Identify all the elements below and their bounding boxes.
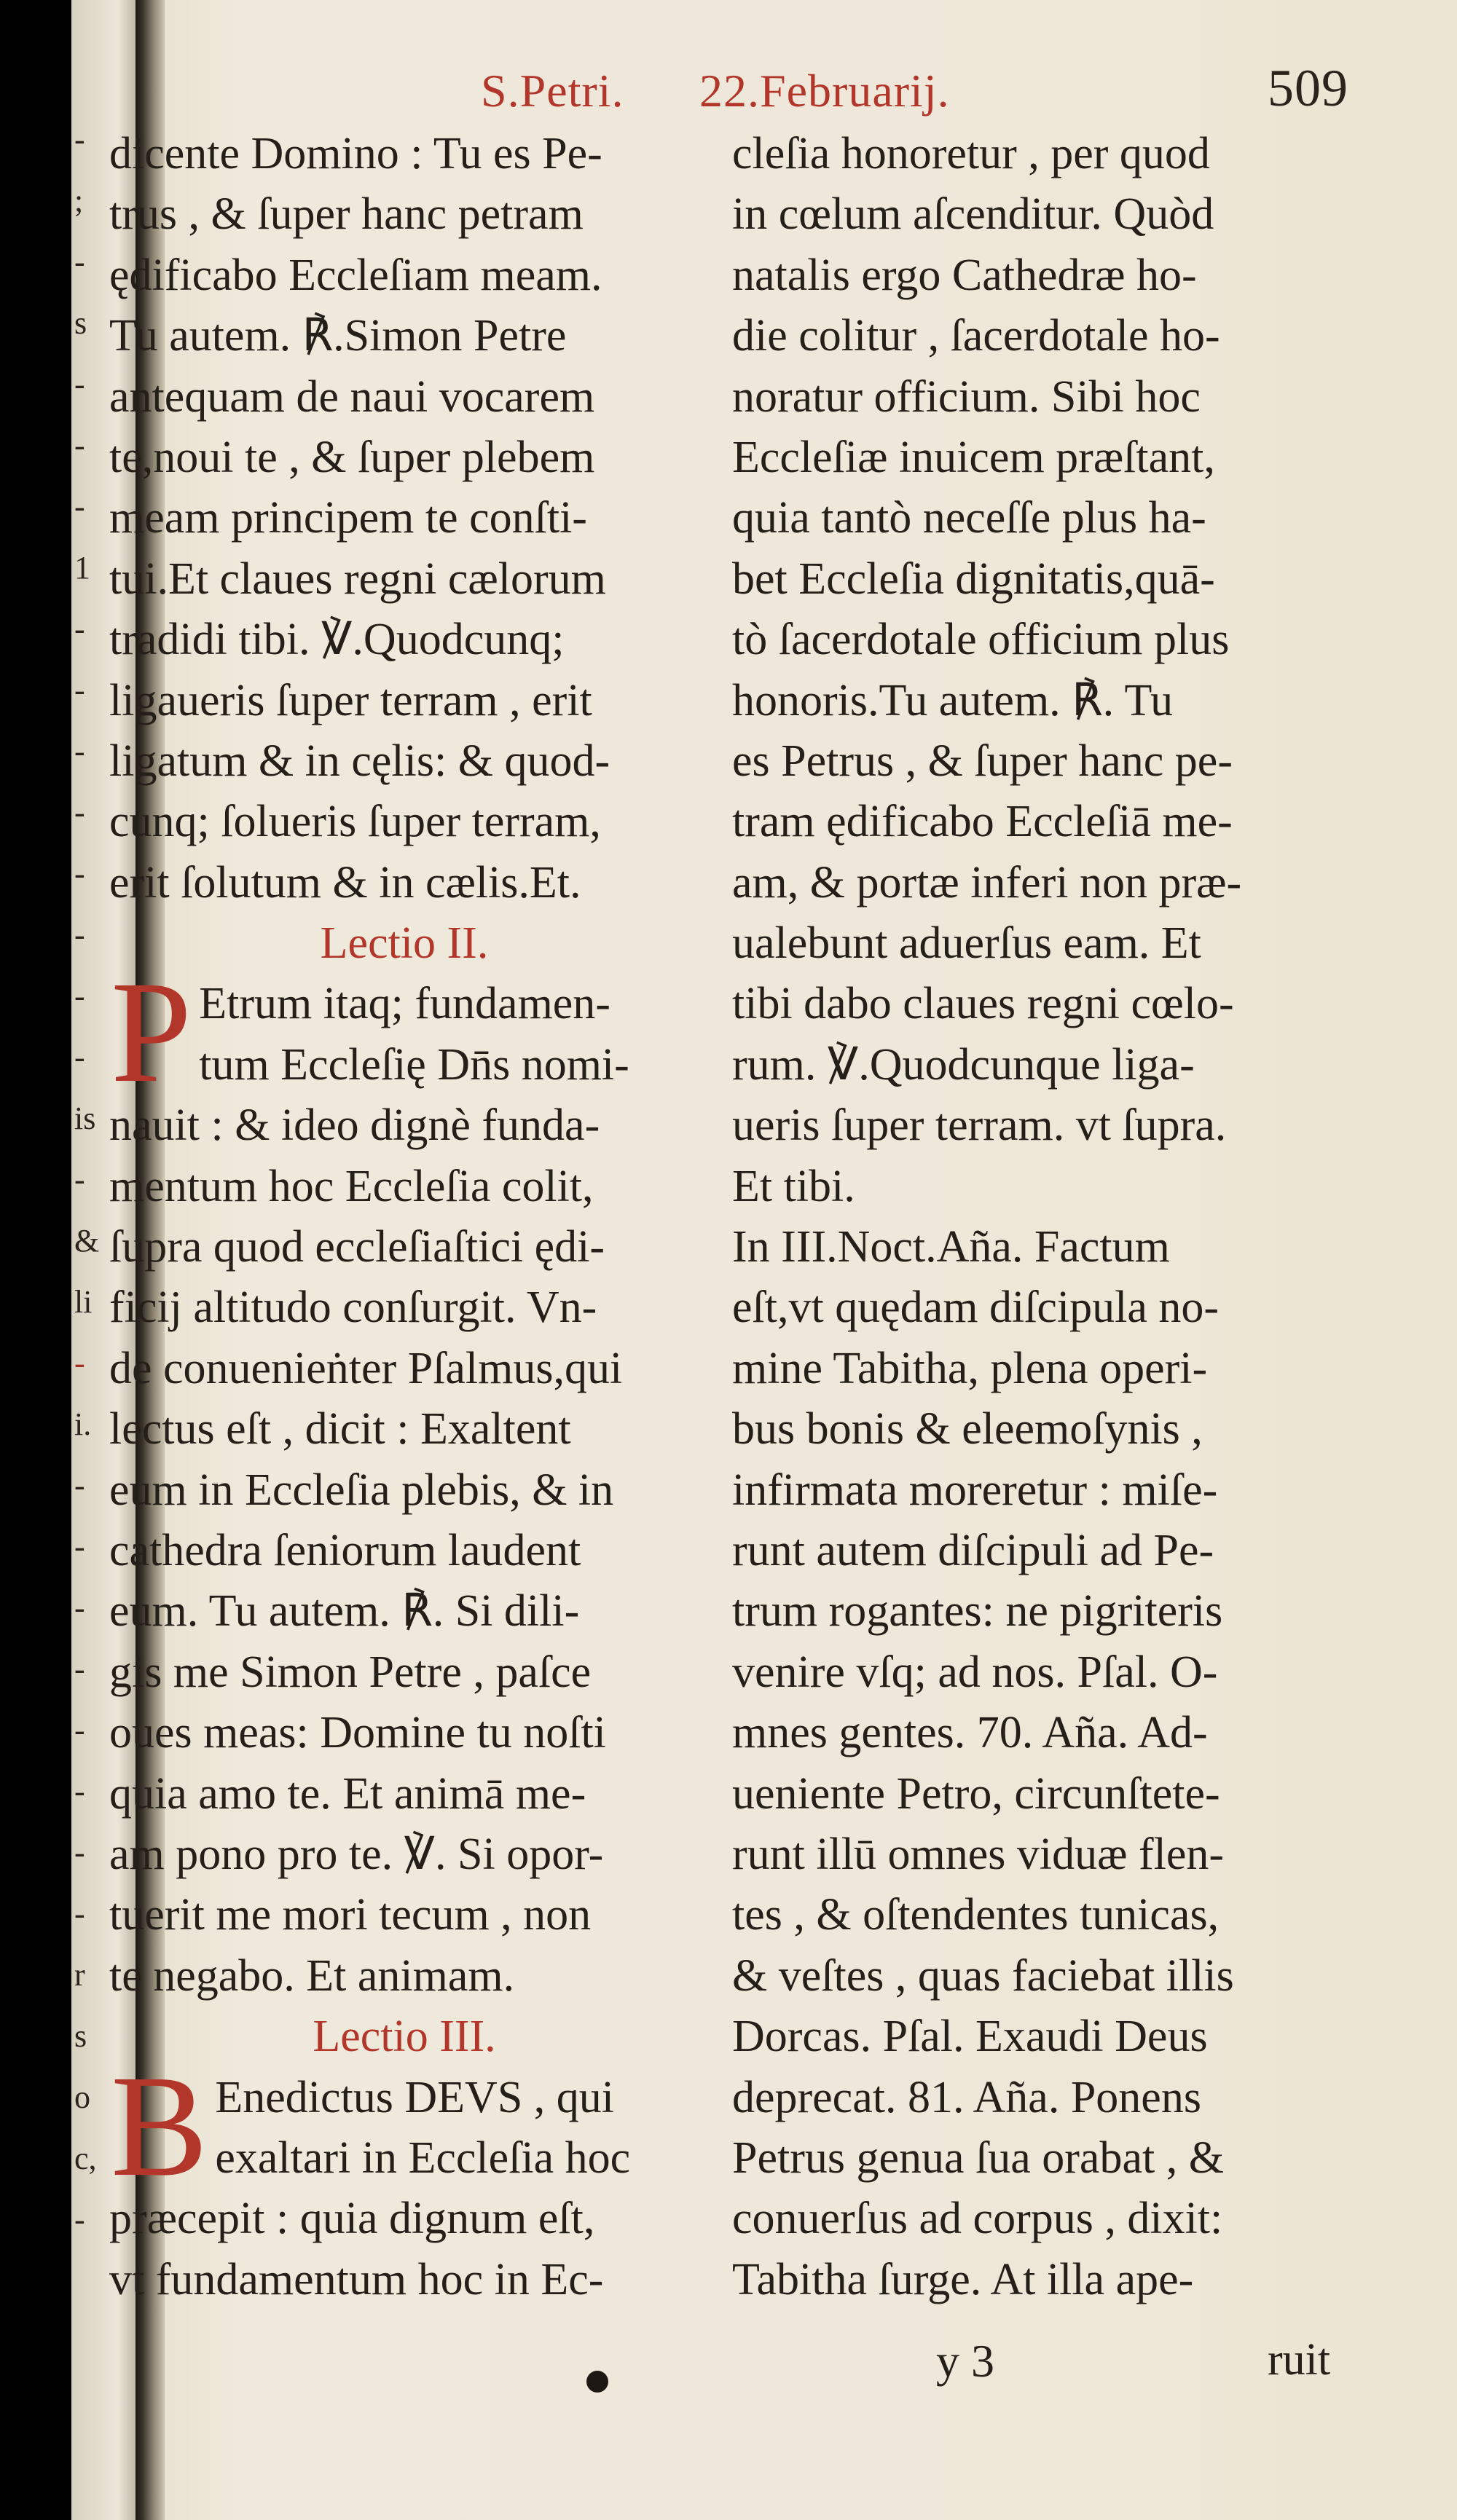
lectio-2-opening: [109, 974, 699, 1095]
text-line: ficij altitudo conſurgit. Vn-: [109, 1283, 597, 1333]
text-line: nauit : & ideo dignè funda-: [109, 1100, 600, 1151]
previous-page-mark: ;: [74, 183, 84, 218]
text-line: ueniente Petro, circunſtete-: [732, 1768, 1220, 1819]
header-saint: S.Petri.: [481, 65, 624, 117]
previous-page-mark: -: [74, 1651, 85, 1687]
text-line: Tabitha ſurge. At illa ape-: [732, 2254, 1194, 2304]
text-line: infirmata moreretur : miſe-: [732, 1465, 1218, 1515]
previous-page-mark: -: [74, 244, 85, 280]
text-line: conuerſus ad corpus , dixit:: [732, 2194, 1223, 2244]
previous-page-mark: o: [74, 2079, 90, 2115]
text-line: honoris.Tu autem. ℟. Tu: [732, 675, 1174, 725]
text-line: es Petrus , & ſuper hanc pe-: [732, 736, 1233, 786]
text-line: trum rogantes: ne pigriteris: [732, 1586, 1223, 1637]
text-line: cathedra ſeniorum laudent: [109, 1525, 581, 1575]
text-line: trus , & ſuper hanc petram: [109, 189, 584, 240]
text-line: tuerit me mori tecum , non: [109, 1890, 592, 1940]
text-line: noratur officium. Sibi hoc: [732, 371, 1201, 422]
text-line: mine Tabitha, plena operi-: [732, 1343, 1208, 1393]
catchword: ruit: [1268, 2335, 1331, 2385]
text-line: ligatum & in cęlis: & quod-: [109, 736, 610, 786]
previous-page-mark: -: [74, 428, 85, 463]
previous-page-mark: -: [74, 611, 85, 647]
signature-mark: y 3: [936, 2335, 994, 2387]
text-line: bet Eccleſia dignitatis,quā-: [732, 554, 1215, 604]
text-line: oues meas: Domine tu noſti: [109, 1708, 606, 1758]
previous-page-mark: -: [74, 1345, 85, 1381]
text-line: Et tibi.: [732, 1161, 855, 1211]
text-line: vt fundamentum hoc in Ec-: [109, 2254, 604, 2304]
text-line: Eccleſiæ inuicem præſtant,: [732, 432, 1215, 482]
text-line: tram ędificabo Eccleſiā me-: [732, 797, 1233, 847]
text-line: te negabo. Et animam.: [109, 1950, 515, 2001]
previous-page-mark: -: [74, 795, 85, 830]
previous-page-mark: &: [74, 1223, 100, 1259]
previous-page-mark: -: [74, 489, 85, 524]
text-line: Petrus genua ſua orabat , &: [732, 2133, 1224, 2183]
text-line: Tu autem. ℟.Simon Petre: [109, 311, 567, 361]
previous-page-mark: li: [74, 1284, 93, 1320]
previous-page-mark: -: [74, 1590, 85, 1626]
text-line: tradidi tibi. ℣.Quodcunq;: [109, 615, 565, 665]
text-line: ędificabo Eccleſiam meam.: [109, 250, 602, 300]
text-line: In III.Noct.Aña. Factum: [732, 1222, 1170, 1272]
previous-page-mark: 1: [74, 550, 90, 586]
previous-page-mark: i.: [74, 1406, 92, 1442]
text-line: cunq; ſolueris ſuper terram,: [109, 797, 601, 847]
right-column: [732, 124, 1359, 2310]
previous-page-mark: -: [74, 856, 85, 891]
text-line: meam principem te conſti-: [109, 493, 587, 543]
text-line: deprecat. 81. Aña. Ponens: [732, 2072, 1201, 2122]
text-line: ueris ſuper terram. vt ſupra.: [732, 1100, 1227, 1151]
text-line: eum. Tu autem. ℟. Si dili-: [109, 1586, 580, 1637]
previous-page-mark: -: [74, 672, 85, 708]
text-line: cleſia honoretur , per quod: [732, 129, 1210, 178]
text-line: dicente Domino : Tu es Pe-: [109, 129, 602, 178]
drop-capital: P: [111, 974, 192, 1096]
text-line: bus bonis & eleemoſynis ,: [732, 1404, 1203, 1454]
text-line: ualebunt aduerſus eam. Et: [732, 918, 1201, 969]
text-line: runt autem diſcipuli ad Pe-: [732, 1525, 1214, 1575]
text-line: de conuenieṅter Pſalmus,qui: [109, 1343, 623, 1393]
text-line: tibi dabo claues regni cœlo-: [732, 979, 1234, 1029]
previous-page-mark: -: [74, 1529, 85, 1564]
previous-page-mark: -: [74, 1712, 85, 1748]
text-line: te,noui te , & ſuper plebem: [109, 432, 595, 482]
previous-page-mark: -: [74, 1773, 85, 1809]
previous-page-mark: -: [74, 1835, 85, 1870]
previous-page-mark: -: [74, 978, 85, 1014]
text-line: am, & portæ inferi non præ-: [732, 857, 1242, 907]
text-line: am pono pro te. ℣. Si opor-: [109, 1829, 604, 1879]
running-header: [481, 59, 1399, 130]
left-column: [109, 124, 699, 2310]
lectio-3-heading: Lectio III.: [313, 2012, 496, 2062]
text-line: erit ſolutum & in cælis.Et.: [109, 857, 581, 907]
text-line: mentum hoc Eccleſia colit,: [109, 1161, 594, 1211]
text-line: eſt,vt quędam diſcipula no-: [732, 1283, 1220, 1333]
ink-dot: [586, 2371, 608, 2393]
text-line: tui.Et claues regni cælorum: [109, 554, 606, 604]
text-line: exaltari in Eccleſia hoc: [215, 2133, 631, 2183]
previous-page-mark: -: [74, 917, 85, 953]
lectio-3-opening: [109, 2068, 699, 2189]
text-line: runt illū omnes viduæ flen-: [732, 1829, 1225, 1879]
text-line: Etrum itaq; fundamen-: [199, 979, 610, 1029]
previous-page-mark: r: [74, 1957, 85, 1993]
text-line: tum Eccleſię Dn̄s nomi-: [199, 1039, 629, 1090]
text-line: ligaueris ſuper terram , erit: [109, 675, 592, 725]
text-line: Dorcas. Pſal. Exaudi Deus: [732, 2012, 1208, 2062]
header-date: 22.Februarij.: [699, 65, 950, 117]
lectio-2-heading: Lectio II.: [320, 918, 489, 969]
previous-page-mark: c,: [74, 2141, 97, 2176]
text-line: in cœlum aſcenditur. Quòd: [732, 189, 1214, 240]
text-line: tes , & oſtendentes tunicas,: [732, 1890, 1220, 1940]
previous-page-mark: is: [74, 1100, 96, 1136]
text-line: venire vſq; ad nos. Pſal. O-: [732, 1647, 1218, 1697]
text-line: natalis ergo Cathedræ ho-: [732, 250, 1197, 300]
text-line: lectus eſt , dicit : Exaltent: [109, 1404, 571, 1454]
text-line: præcepit : quia dignum eſt,: [109, 2194, 595, 2244]
previous-page-mark: -: [74, 1162, 85, 1197]
text-line: mnes gentes. 70. Aña. Ad-: [732, 1708, 1208, 1758]
previous-page-mark: -: [74, 2202, 85, 2237]
text-line: eum in Eccleſia plebis, & in: [109, 1465, 614, 1515]
text-line: rum. ℣.Quodcunque liga-: [732, 1039, 1195, 1090]
previous-page-mark: -: [74, 122, 85, 157]
text-line: antequam de naui vocarem: [109, 371, 595, 422]
text-line: quia tantò neceſſe plus ha-: [732, 493, 1206, 543]
text-line: quia amo te. Et animā me-: [109, 1768, 586, 1819]
previous-page-mark: -: [74, 733, 85, 769]
text-line: & veſtes , quas faciebat illis: [732, 1950, 1234, 2001]
drop-capital: B: [111, 2067, 208, 2189]
previous-page-mark: s: [74, 305, 87, 341]
previous-page-mark: s: [74, 2018, 87, 2054]
previous-page-mark: -: [74, 1039, 85, 1075]
previous-page-mark: -: [74, 1896, 85, 1932]
previous-page-mark: -: [74, 1468, 85, 1503]
text-line: tò ſacerdotale officium plus: [732, 615, 1230, 665]
text-line: Enedictus DEVS , qui: [215, 2072, 615, 2122]
previous-page-mark: -: [74, 366, 85, 402]
page-number: 509: [1268, 59, 1348, 117]
text-line: ſupra quod eccleſiaſtici ędi-: [109, 1222, 605, 1272]
text-line: die colitur , ſacerdotale ho-: [732, 311, 1220, 361]
text-line: gis me Simon Petre , paſce: [109, 1647, 592, 1697]
